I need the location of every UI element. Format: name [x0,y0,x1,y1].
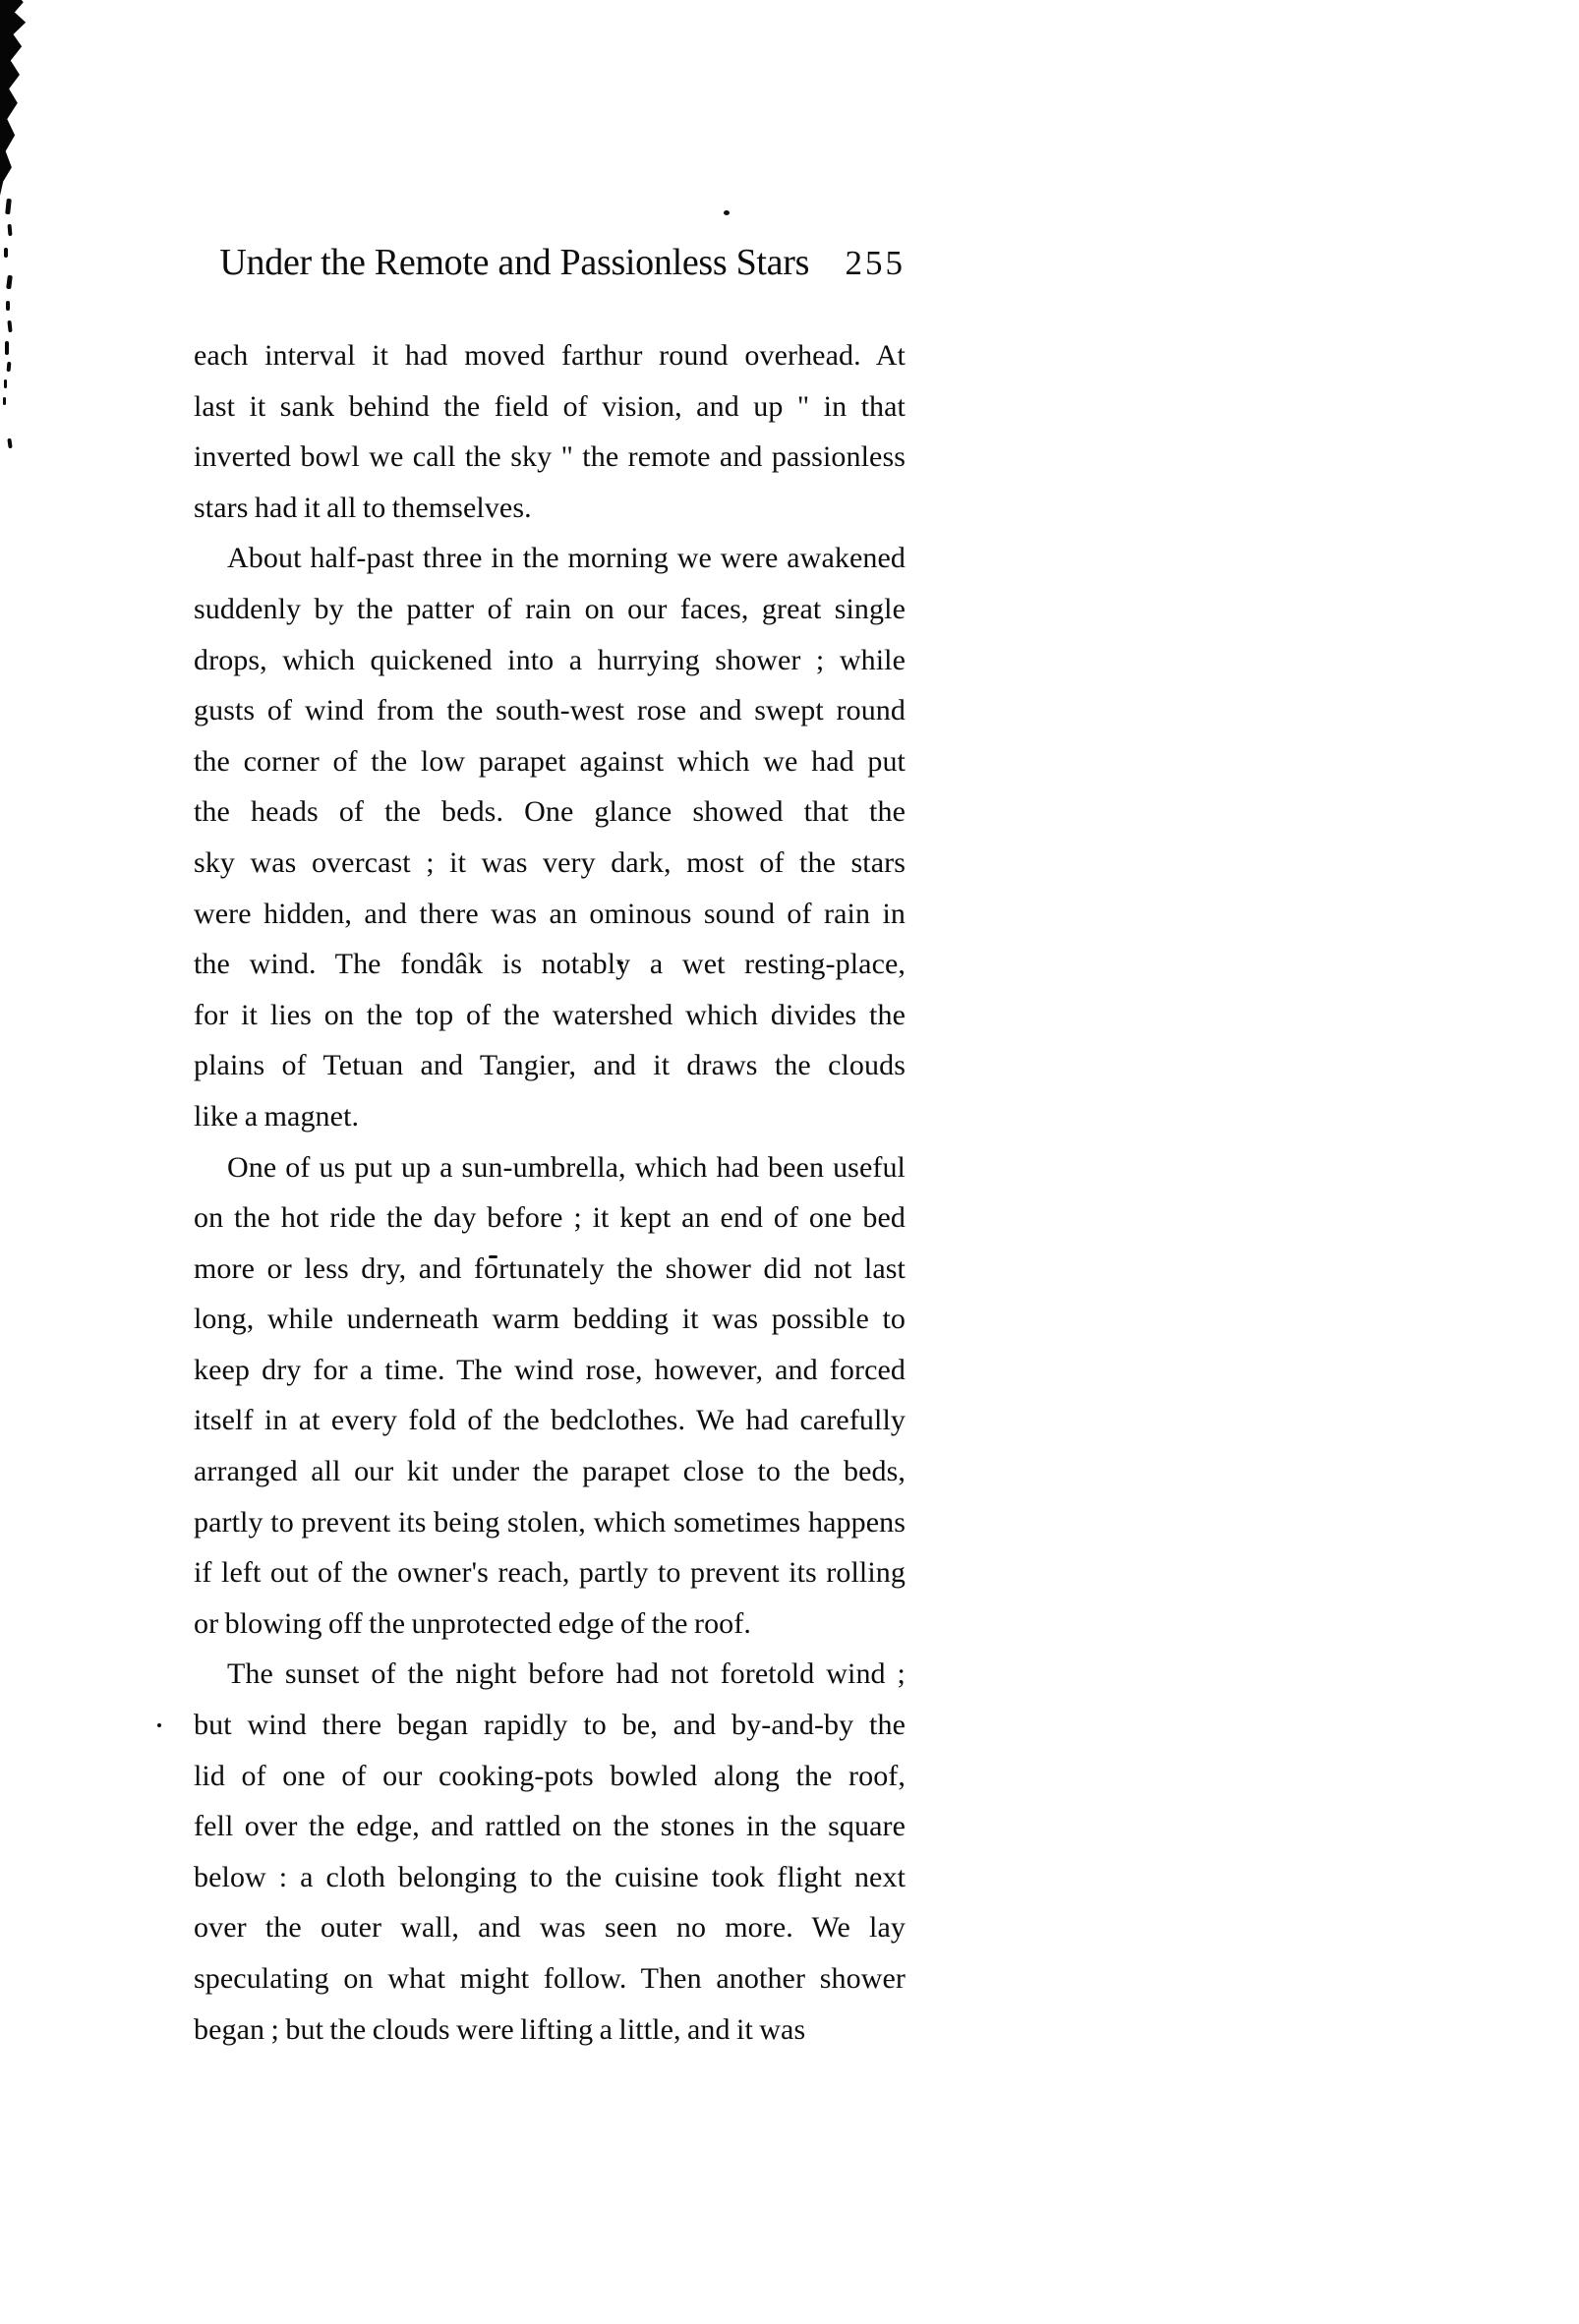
running-head [194,240,906,286]
text-line: below : a cloth belonging to the cuisine took flight next [194,1860,906,1893]
text-line: on the hot ride the day before ; it kept an end of one bed [194,1201,906,1235]
ink-mark [4,248,8,258]
paragraph [194,1649,906,2055]
ink-mark [5,199,12,214]
text-line: if left out of the owner's reach, partly to prevent its rolling [194,1556,906,1590]
text-line: stars had it all to themselves. [194,491,532,524]
ink-mark [7,362,12,372]
text-line: fell over the edge, and rattled on the stones in the square [194,1810,906,1843]
text-line: One of us put up a sun-umbrella, which had been useful [227,1150,906,1184]
ink-mark [7,224,12,236]
text-line: keep dry for a time. The wind rose, however, and forced [194,1353,906,1386]
text-line: About half-past three in the morning we were awakened [227,542,906,575]
text-line: long, while underneath warm bedding it was possible to [194,1303,906,1336]
ink-mark [5,341,9,355]
text-line: the wind. The fondâk is notably a wet resting-place, [194,948,906,981]
text-line: or blowing off the unprotected edge of the roof. [194,1606,751,1640]
paragraph [194,1142,906,1650]
paragraph [194,533,906,1141]
text-line: plains of Tetuan and Tangier, and it draws the clouds [194,1049,906,1082]
text-line: speculating on what might follow. Then another shower [194,1962,906,1995]
ink-speck [157,1723,161,1727]
ink-mark [6,301,10,311]
text-line: itself in at every fold of the bedclothes. We had carefully [194,1404,906,1437]
text-line: but wind there began rapidly to be, and by-and-by the [194,1709,906,1742]
page-body [194,330,906,2055]
text-line: inverted bowl we call the sky " the remote and passionless [194,440,906,474]
text-line: partly to prevent its being stolen, which sometimes happens [194,1505,906,1539]
text-line: sky was overcast ; it was very dark, most of the stars [194,845,906,879]
text-line: were hidden, and there was an ominous sound of rain in [194,897,906,930]
paragraph [194,330,906,533]
text-line: each interval it had moved farthur round overhead. At [194,339,906,372]
ink-mark [4,379,7,388]
text-line: last it sank behind the field of vision, and up " in that [194,389,906,423]
text-line: over the outer wall, and was seen no more. We lay [194,1911,906,1945]
text-line: lid of one of our cooking-pots bowled along the roof, [194,1759,906,1792]
text-line: began ; but the clouds were lifting a little, and it was [194,2012,806,2046]
ink-speck [724,210,730,215]
text-line: for it lies on the top of the watershed which divides the [194,998,906,1031]
text-line: The sunset of the night before had not foretold wind ; [227,1657,906,1691]
ink-mark [6,275,13,290]
text-line: the corner of the low parapet against which we had put [194,744,906,778]
binding-ink-blob [0,0,27,196]
text-line: like a magnet. [194,1099,360,1133]
text-line: arranged all our kit under the parapet close to the beds, [194,1455,906,1488]
chapter-title: Under the Remote and Passionless Stars [219,242,810,283]
ink-mark [7,438,12,448]
text-line: suddenly by the patter of rain on our faces, great single [194,592,906,625]
ink-mark [7,320,12,332]
page-number: 255 [845,244,906,282]
text-line: more or less dry, and fortunately the shower did not last [194,1251,906,1285]
text-line: gusts of wind from the south-west rose and swept round [194,694,906,727]
text-line: the heads of the beds. One glance showed that the [194,795,906,829]
ink-mark [3,397,6,405]
text-line: drops, which quickened into a hurrying shower ; while [194,643,906,676]
